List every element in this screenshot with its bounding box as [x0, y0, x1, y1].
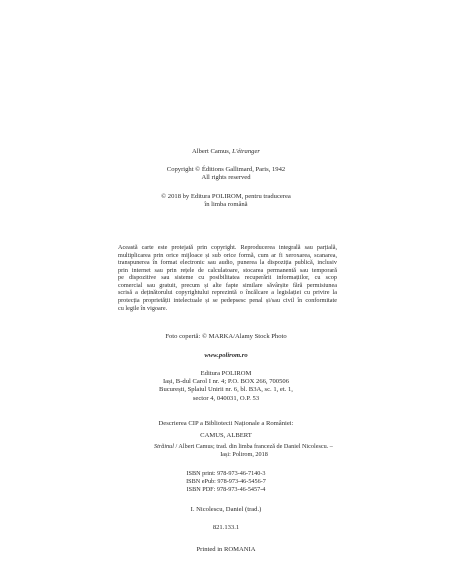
publisher-address-line2: București, Splaiul Unirii nr. 6, bl. B3A, sc. 1, et. 1, [159, 386, 293, 394]
legal-notice-line: Această carte este protejată prin copyright. Reproducerea integrală sau parțială, [118, 244, 337, 251]
cip-entry-rest: / Albert Camus; trad. din limba franceză de Daniel Nicolescu. – [175, 443, 333, 450]
website [0, 352, 452, 360]
isbn-print: ISBN print: 978-973-46-7140-3 [186, 470, 266, 477]
legal-notice-line: protecția proprietății intelectuale și se pedepsesc penal și/sau civil în conformitate [118, 296, 337, 304]
cover-photo-credit [0, 333, 452, 341]
legal-notice-line: prin internet sau prin rețele de calculatoare, stocarea permanentă sau temporară [118, 266, 337, 274]
author-name: Albert Camus, [192, 148, 231, 155]
author-title-line [0, 148, 452, 156]
classification-number [0, 524, 452, 532]
original-copyright [0, 166, 452, 182]
cover-photo-text: Foto copertă: © MARKA/Alamy Stock Photo [165, 333, 287, 340]
legal-notice-line: cu legile în vigoare. [118, 304, 168, 312]
legal-notice [118, 244, 337, 312]
publisher-address-line1: Iași, B-dul Carol I nr. 4; P.O. BOX 266, 700506 [162, 378, 289, 386]
publisher-info [0, 370, 452, 403]
cip-heading-text: Descrierea CIP a Bibliotecii Naționale a României: [158, 420, 294, 427]
cip-author-text: CAMUS, ALBERT [200, 432, 252, 439]
cip-entry-line2: Iași: Polirom, 2018 [220, 450, 268, 458]
printed-in [0, 546, 452, 554]
translator-entry-text: I. Nicolescu, Daniel (trad.) [190, 506, 262, 513]
cip-entry [154, 443, 344, 458]
original-copyright-line1: Copyright © Éditions Gallimard, Paris, 1942 [166, 166, 286, 173]
isbn-pdf: ISBN PDF: 978-973-46-5457-4 [186, 485, 266, 493]
original-copyright-line2: All rights reserved [201, 174, 251, 182]
isbn-block [0, 470, 452, 494]
legal-notice-line: comercial sau gratuit, precum și alte fapte similare săvârșite fără permisiunea [118, 281, 337, 289]
isbn-epub: ISBN ePub: 978-973-46-5456-7 [186, 477, 266, 485]
translation-copyright [0, 193, 452, 209]
cip-author [0, 432, 452, 440]
website-link[interactable]: www.polirom.ro [204, 352, 248, 359]
legal-notice-line: scrisă a deținătorului copyrightului reprezintă o încălcare a legislației cu privire la [118, 289, 337, 297]
cip-entry-title: Străinul [154, 443, 174, 450]
cip-entry-line1 [154, 443, 344, 451]
classification-text: 821.133.1 [212, 524, 240, 531]
publisher-name: Editura POLIROM [200, 370, 252, 377]
legal-notice-line: multiplicarea prin orice mijloace și sub orice formă, cum ar fi xeroxarea, scanarea, [118, 251, 337, 259]
legal-notice-line: pe dispozitive sau sisteme cu posibilitatea recuperării informațiilor, cu scop [118, 274, 337, 282]
legal-notice-line: transpunerea în format electronic sau audio, punerea la dispoziția publică, inclusiv [118, 259, 337, 267]
translator-entry [0, 506, 452, 514]
translation-copyright-line2: în limba română [204, 201, 248, 209]
translation-copyright-line1: © 2018 by Editura POLIROM, pentru traducerea [161, 193, 291, 200]
publisher-address-line3: sector 4, 040031, O.P. 53 [192, 394, 260, 402]
original-title: L'étranger [232, 148, 260, 155]
cip-heading [0, 420, 452, 428]
printed-in-text: Printed in ROMANIA [196, 546, 256, 553]
